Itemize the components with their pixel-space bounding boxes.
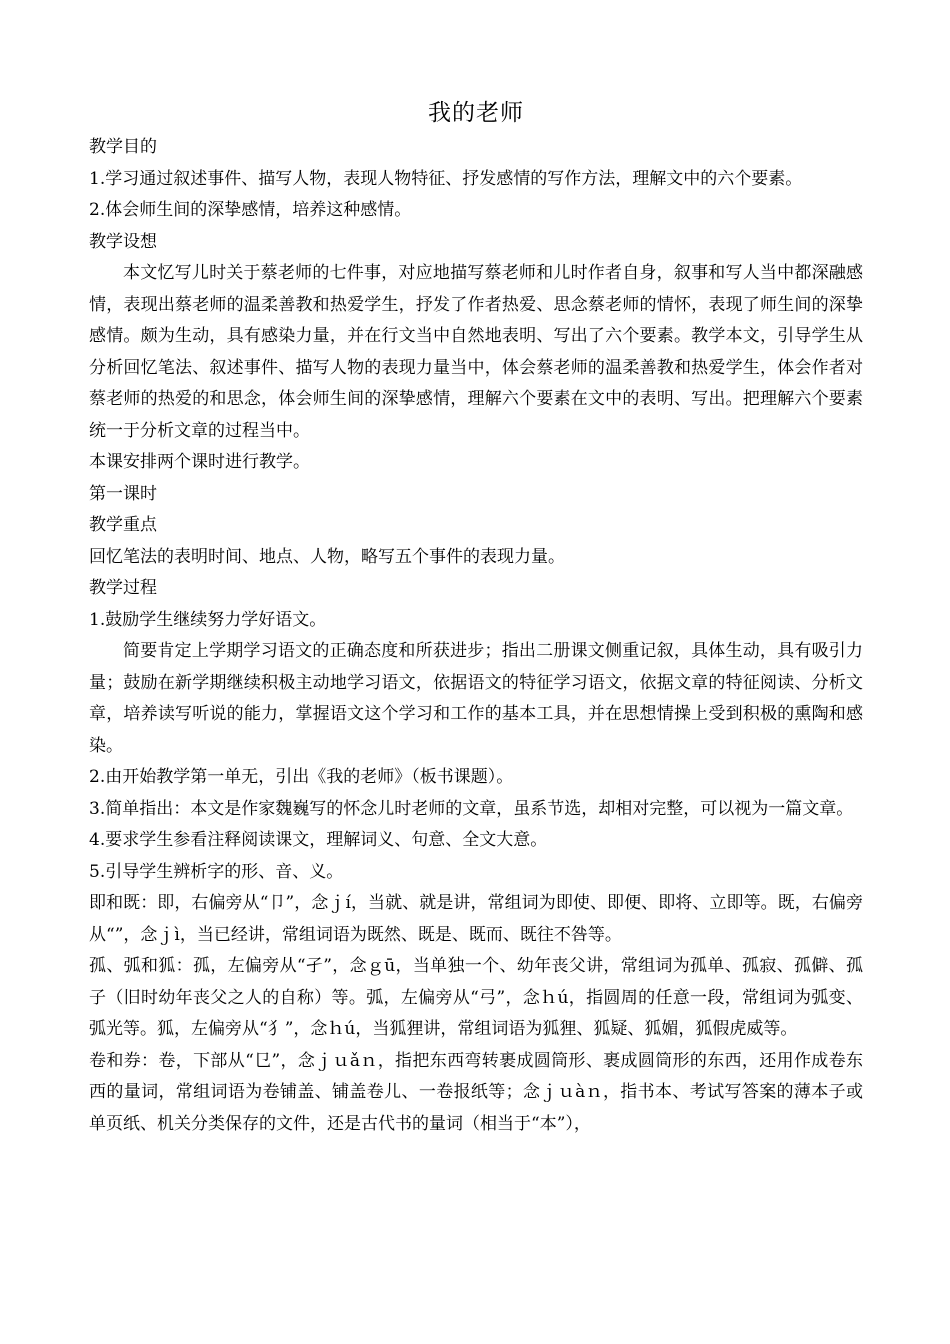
section-heading-objectives: 教学目的: [89, 137, 157, 157]
process-step-4: 4.要求学生参看注释阅读课文，理解词义、句意、全文大意。: [89, 830, 548, 850]
section-heading-process: 教学过程: [89, 578, 157, 598]
process-step-1: 1.鼓励学生继续努力学好语文。: [89, 609, 327, 630]
objective-2: 2.体会师生间的深挚感情，培养这种感情。: [89, 200, 412, 220]
section-heading-key-points: 教学重点: [89, 515, 157, 535]
process-step-1-detail: 简要肯定上学期学习语文的正确态度和所获进步；指出二册课文侧重记叙，具体生动，具有吸引力量；鼓励在新学期继续积极主动地学习语文，依据语文的特征学习语文，依据文章的特征阅读、分析文章，培养读写听说的能力，掌握语文这个学习和工作的基本工具，并在思想情操上受到积极的熏陶和感染。: [89, 641, 863, 756]
section-heading-first-lesson: 第一课时: [89, 483, 157, 504]
section-heading-design: 教学设想: [89, 231, 157, 252]
process-step-2: 2.由开始教学第一单无，引出《我的老师》（板书课题）。: [89, 767, 514, 787]
process-step-3: 3.简单指出：本文是作家魏巍写的怀念儿时老师的文章，虽系节选，却相对完整，可以视为一篇文章。: [89, 798, 854, 819]
design-paragraph: 本文忆写儿时关于蔡老师的七件事，对应地描写蔡老师和儿时作者自身，叙事和写人当中都深融感情，表现出蔡老师的温柔善教和热爱学生，抒发了作者热爱、思念蔡老师的情怀，表现了师生间的深挚感情。颇为生动，具有感染力量，并在行文当中自然地表明、写出了六个要素。教学本文，引导学生从分析回忆笔法、叙述事件、描写人物的表现力量当中，体会蔡老师的温柔善教和热爱学生，体会作者对蔡老师的热爱的和思念，体会师生间的深挚感情，理解六个要素在文中的表明、写出。把理解六个要素统一于分析文章的过程当中。: [89, 263, 863, 441]
document-title: 我的老师: [428, 100, 524, 126]
objective-1: 1.学习通过叙述事件、描写人物，表现人物特征、抒发感情的写作方法，理解文中的六个要素。: [89, 168, 803, 189]
document-page: [89, 96, 863, 1140]
lesson-arrangement: 本课安排两个课时进行教学。: [89, 452, 310, 472]
char-analysis-ji: 即和既：即，右偏旁从“卩”，念ｊí，当就、就是讲，常组词为即使、即便、即将、立即等。既，右偏旁从“”，念ｊì，当已经讲，常组词语为既然、既是、既而、既往不咎等。: [89, 893, 863, 945]
process-step-5: 5.引导学生辨析字的形、音、义。: [89, 861, 344, 882]
char-analysis-juan: 卷和券：卷，下部从“㔾”，念ｊｕǎｎ，指把东西弯转裹成圆筒形、裹成圆筒形的东西，还用作成卷东西的量词，常组词语为卷铺盖、铺盖卷儿、一卷报纸等；念ｊｕàｎ，指书本、考试写答案的薄本子或单页纸、机关分类保存的文件，还是古代书的量词（相当于“本”），: [89, 1050, 863, 1134]
char-analysis-gu-hu: 孤、弧和狐：孤，左偏旁从“孑”，念ｇū，当单独一个、幼年丧父讲，常组词为孤单、孤寂、孤僻、孤子（旧时幼年丧父之人的自称）等。弧，左偏旁从“弓”，念ｈú，指圆周的任意一段，常组词为弧变、弧光等。狐，左偏旁从“犭”，念ｈú，当狐狸讲，常组词语为狐狸、狐疑、狐媚，狐假虎威等。: [89, 956, 863, 1039]
key-points-text: 回忆笔法的表明时间、地点、人物，略写五个事件的表现力量。: [89, 546, 565, 567]
